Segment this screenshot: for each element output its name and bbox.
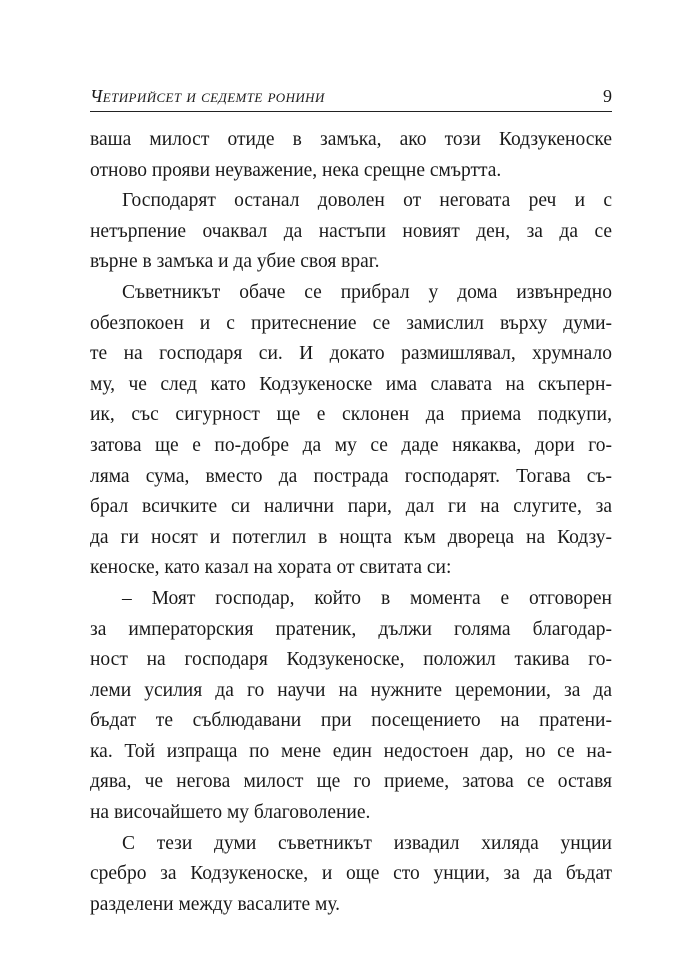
text-line: бъдат те съблюдавани при посещението на пратени- <box>90 710 612 732</box>
running-title: Четирийсет и седемте ронини <box>90 86 325 106</box>
running-head <box>90 80 612 108</box>
text-line: разделени между васалите му. <box>90 893 341 915</box>
text-line: за императорския пратеник, дължи голяма благодар- <box>90 618 612 640</box>
text-line: ност на господаря Кодзукеноске, положил такива го- <box>90 649 612 671</box>
text-line: – Моят господар, който в момента е отговорен <box>122 587 612 609</box>
text-line: те на господаря си. И докато размишлявал, хрумнало <box>90 343 612 365</box>
text-line: на височайшето му благоволение. <box>90 802 371 824</box>
body-text <box>90 125 612 920</box>
text-line: кеноске, като казал на хората от свитата си: <box>90 557 452 579</box>
page-number: 9 <box>603 86 612 106</box>
text-line: брал всичките си налични пари, дал ги на слугите, за <box>90 496 612 518</box>
text-line: ик, със сигурност ще е склонен да приема подкупи, <box>90 404 612 426</box>
text-line: Съветникът обаче се прибрал у дома извънредно <box>122 281 612 303</box>
text-line: върне в замъка и да убие своя враг. <box>90 251 380 273</box>
text-line: затова ще е по-добре да му се даде някаква, дори го- <box>90 434 612 456</box>
text-line: да ги носят и потеглил в нощта към двореца на Кодзу- <box>90 526 612 548</box>
text-line: му, че след като Кодзукеноске има славата на скъперн- <box>90 373 612 395</box>
text-line: дява, че негова милост ще го приеме, затова се оставя <box>90 771 612 793</box>
header-rule <box>90 111 612 112</box>
text-line: обезпокоен и с притеснение се замислил върху думи- <box>90 312 612 334</box>
text-line: отново прояви неуважение, нека срещне смъртта. <box>90 159 502 181</box>
text-line: ваша милост отиде в замъка, ако този Кодзукеноске <box>90 129 612 150</box>
text-line: сребро за Кодзукеноске, и още сто унции, за да бъдат <box>90 863 612 885</box>
text-line: Господарят останал доволен от неговата реч и с <box>122 190 612 212</box>
text-line: ляма сума, вместо да пострада господарят. Тогава съ- <box>90 465 612 487</box>
text-line: нетърпение очаквал да настъпи новият ден, за да се <box>90 220 612 242</box>
text-line: С тези думи съветникът извадил хиляда унции <box>122 832 612 854</box>
text-line: леми усилия да го научи на нужните церемонии, за да <box>90 679 612 701</box>
text-line: ка. Той изпраща по мене един недостоен дар, но се на- <box>90 740 612 762</box>
